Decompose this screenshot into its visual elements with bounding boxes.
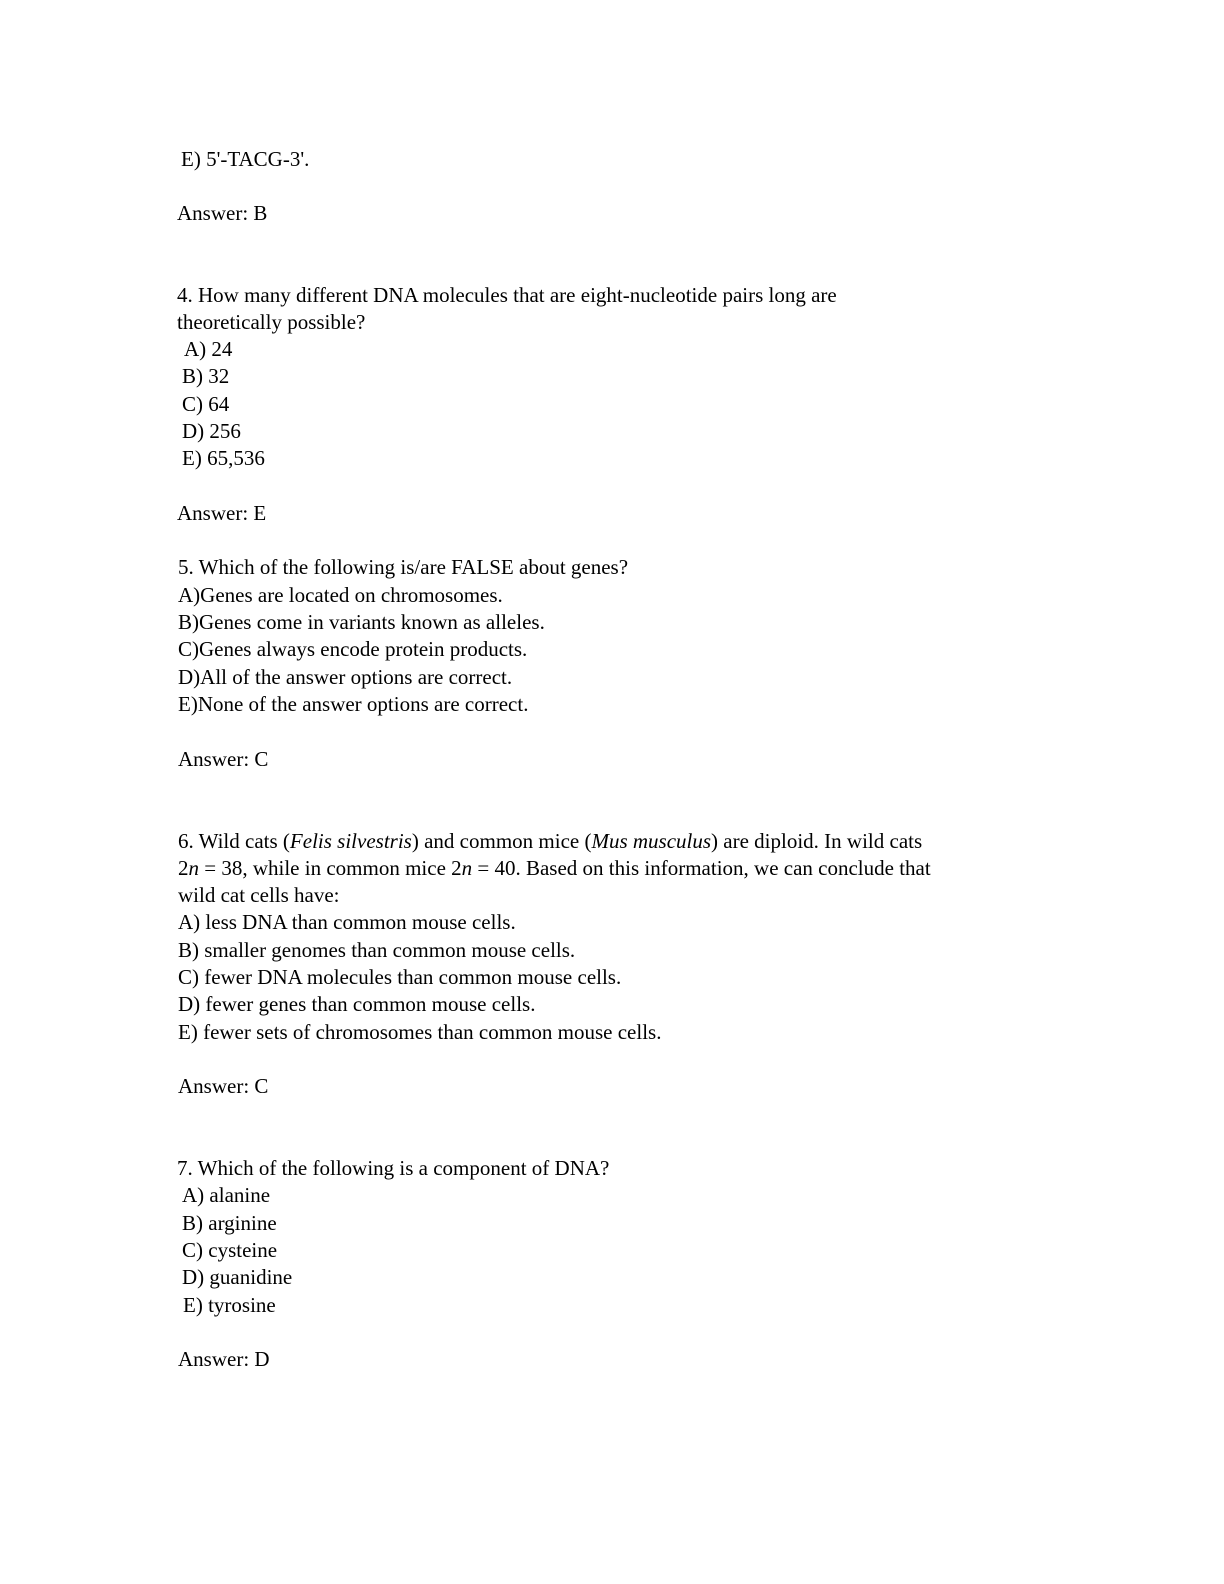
q5-stem: 5. Which of the following is/are FALSE about genes? bbox=[178, 555, 629, 579]
q7-option-d: D) guanidine bbox=[182, 1265, 293, 1289]
q6-stem-text: ) are diploid. In wild cats bbox=[711, 829, 923, 853]
q6-stem-line1 bbox=[178, 828, 922, 855]
q5-option-a: A)Genes are located on chromosomes. bbox=[178, 583, 503, 607]
q5-answer: Answer: C bbox=[178, 747, 269, 771]
q5-option-c: C)Genes always encode protein products. bbox=[178, 637, 528, 661]
q4-option-d: D) 256 bbox=[182, 419, 241, 443]
q4-stem-line1: 4. How many different DNA molecules that are eight-nucleotide pairs long are bbox=[177, 283, 837, 307]
q6-stem-line2 bbox=[178, 855, 931, 882]
q4-option-c: C) 64 bbox=[182, 392, 230, 416]
q7-option-b: B) arginine bbox=[182, 1211, 277, 1235]
q6-option-c: C) fewer DNA molecules than common mouse cells. bbox=[178, 965, 622, 989]
q6-option-b: B) smaller genomes than common mouse cells. bbox=[178, 938, 576, 962]
q7-answer: Answer: D bbox=[178, 1347, 270, 1371]
q7-option-a: A) alanine bbox=[182, 1183, 271, 1207]
q6-option-d: D) fewer genes than common mouse cells. bbox=[178, 992, 536, 1016]
q3-answer: Answer: B bbox=[177, 201, 268, 225]
q4-option-b: B) 32 bbox=[182, 364, 230, 388]
q4-option-e: E) 65,536 bbox=[182, 446, 265, 470]
q6-stem-text: = 38, while in common mice 2 bbox=[199, 856, 462, 880]
q6-option-a: A) less DNA than common mouse cells. bbox=[178, 910, 516, 934]
q6-answer: Answer: C bbox=[178, 1074, 269, 1098]
q4-stem-line2: theoretically possible? bbox=[177, 310, 366, 334]
q7-option-e: E) tyrosine bbox=[183, 1293, 276, 1317]
q5-option-e: E)None of the answer options are correct. bbox=[178, 692, 529, 716]
q5-option-d: D)All of the answer options are correct. bbox=[178, 665, 513, 689]
q6-ploidy-n: n bbox=[188, 856, 199, 880]
q4-answer: Answer: E bbox=[177, 501, 267, 525]
q6-stem-line3: wild cat cells have: bbox=[178, 883, 340, 907]
q6-species-felis: Felis silvestris bbox=[289, 829, 412, 853]
q6-species-mus: Mus musculus bbox=[591, 829, 712, 853]
q6-stem-text: = 40. Based on this information, we can conclude that bbox=[472, 856, 931, 880]
q6-option-e: E) fewer sets of chromosomes than common mouse cells. bbox=[178, 1020, 662, 1044]
q5-option-b: B)Genes come in variants known as alleles. bbox=[178, 610, 545, 634]
q6-stem-text: ) and common mice ( bbox=[411, 829, 592, 853]
q7-stem: 7. Which of the following is a component of DNA? bbox=[177, 1156, 610, 1180]
q6-ploidy-n: n bbox=[461, 856, 473, 880]
q4-option-a: A) 24 bbox=[184, 337, 233, 361]
q3-option-e: E) 5'-TACG-3'. bbox=[181, 147, 310, 171]
q6-stem-text: 2 bbox=[178, 856, 189, 880]
q7-option-c: C) cysteine bbox=[182, 1238, 278, 1262]
q6-stem-text: 6. Wild cats ( bbox=[178, 829, 290, 853]
